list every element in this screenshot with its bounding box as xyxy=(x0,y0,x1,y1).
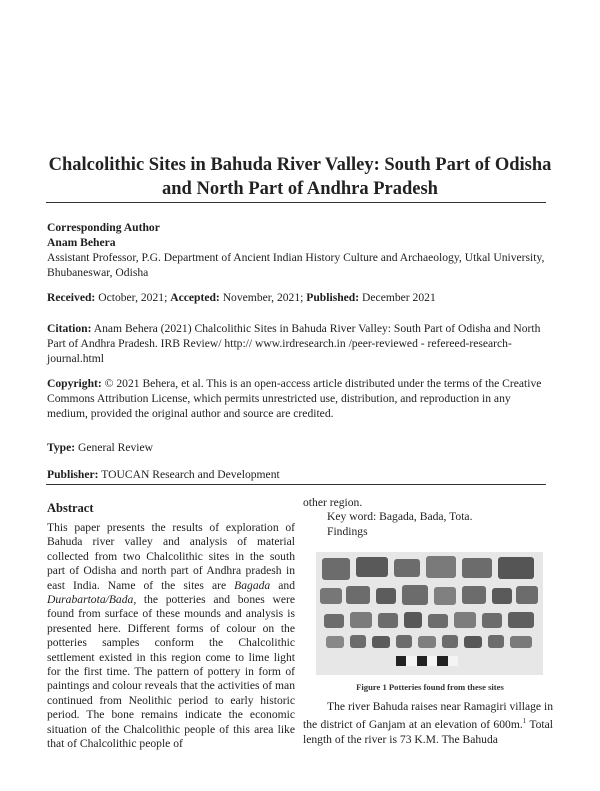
sherd xyxy=(396,635,412,648)
sherd xyxy=(404,612,422,628)
sherd xyxy=(320,588,342,604)
publisher-label: Publisher: xyxy=(47,468,99,481)
sherd xyxy=(426,556,456,578)
footnote-marker: 1 xyxy=(522,717,527,726)
published-label: Published: xyxy=(306,291,360,304)
pottery-figure-image xyxy=(316,552,543,675)
publisher-rule xyxy=(46,484,546,485)
sherd xyxy=(492,588,512,604)
river-text: The river Bahuda raises near Ramagiri village in the district of Ganjam at an elevation of 600m. xyxy=(303,700,553,732)
sherd xyxy=(462,558,492,578)
received-label: Received: xyxy=(47,291,96,304)
river-paragraph xyxy=(303,700,553,747)
sherd xyxy=(516,586,538,604)
author-block xyxy=(47,220,552,280)
abstract-part-2: the potteries and bones were found from surface of these mounds and analysis is presented here. Different forms of colour on the potteries samples conform the Chalcolithic settlement existed in this region come to lime light for the first time. The pattern of pottery in form of paintings and colour reveals that the activities of man continued from Neolithic period to early historic period. The bone remains indicate the economic situation of the Chalcolithic people of this area like that of Chalcolithic people of xyxy=(47,593,295,751)
citation-text: Anam Behera (2021) Chalcolithic Sites in Bahuda River Valley: South Part of Odisha and North Part of Andhra Pradesh. IRB Review/ http:// www.irdresearch.in /peer-reviewed - refereed-research-journal.html xyxy=(47,322,541,365)
continued-text: other region. xyxy=(303,496,363,509)
site-name-bagada: Bagada xyxy=(234,578,271,592)
keywords-line: Key word: Bagada, Bada, Tota. xyxy=(327,510,473,524)
accepted-date: November, 2021; xyxy=(222,291,304,304)
abstract-column xyxy=(47,501,295,752)
abstract-part-1: This paper presents the results of exploration of Bahuda river valley and analysis of material collected from two Chalcolithic sites in the south part of Odisha and north part of Andhra pradesh in east India. Name of the sites are xyxy=(47,521,295,592)
type-value: General Review xyxy=(78,441,154,454)
type-label: Type: xyxy=(47,441,76,454)
sherd xyxy=(428,614,448,628)
sherd xyxy=(376,588,396,604)
sherd xyxy=(462,586,486,604)
sherd xyxy=(402,585,428,605)
type-line xyxy=(47,440,552,455)
sherd xyxy=(378,613,398,628)
accepted-label: Accepted: xyxy=(170,291,220,304)
abstract-and: and xyxy=(278,578,296,592)
sherd xyxy=(350,635,366,648)
publisher-line xyxy=(47,467,552,482)
sherd xyxy=(322,558,350,580)
sherd xyxy=(372,636,390,648)
scale-bar xyxy=(396,656,458,666)
corresponding-author-label: Corresponding Author xyxy=(47,221,160,234)
author-name: Anam Behera xyxy=(47,236,116,249)
abstract-heading: Abstract xyxy=(47,501,94,515)
sherd xyxy=(482,613,502,628)
sherd xyxy=(442,635,458,648)
sherd xyxy=(454,612,476,628)
right-column xyxy=(303,496,553,539)
title-rule xyxy=(46,202,546,203)
sherd xyxy=(434,587,456,605)
sherd xyxy=(418,636,436,648)
publisher-value: TOUCAN Research and Development xyxy=(101,468,280,481)
sherd xyxy=(510,636,532,648)
site-name-durabartota: Durabartota/Bada, xyxy=(47,593,137,607)
abstract-text xyxy=(47,521,295,752)
received-date: October, 2021; xyxy=(98,291,168,304)
sherd xyxy=(464,636,482,648)
paper-title: Chalcolithic Sites in Bahuda River Valley: South Part of Odisha and North Part of Andhra Pradesh xyxy=(48,155,552,199)
citation-label: Citation: xyxy=(47,322,92,335)
sherd xyxy=(498,557,534,579)
dates-line xyxy=(47,290,552,305)
author-affiliation: Assistant Professor, P.G. Department of Ancient Indian History Culture and Archaeology, Utkal University, Bhubaneswar, Odisha xyxy=(47,251,545,279)
sherd xyxy=(508,612,534,628)
copyright-block xyxy=(47,376,552,421)
sherd xyxy=(394,559,420,577)
sherd xyxy=(326,636,344,648)
published-date: December 2021 xyxy=(362,291,436,304)
findings-heading: Findings xyxy=(327,524,368,538)
sherd xyxy=(346,586,370,604)
river-text-end: Total length of the river is 73 K.M. The Bahuda xyxy=(303,718,553,746)
copyright-text: © 2021 Behera, et al. This is an open-access article distributed under the terms of the Creative Commons Attribution License, which permits unrestricted use, distribution, and reproduction in any medium, provided the original author and source are credited. xyxy=(47,377,542,420)
figure-caption: Figure 1 Potteries found from these sites xyxy=(356,682,504,692)
sherd xyxy=(488,635,504,648)
sherd xyxy=(350,612,372,628)
sherd xyxy=(356,557,388,577)
sherd xyxy=(324,614,344,628)
copyright-label: Copyright: xyxy=(47,377,102,390)
citation-block xyxy=(47,321,552,366)
